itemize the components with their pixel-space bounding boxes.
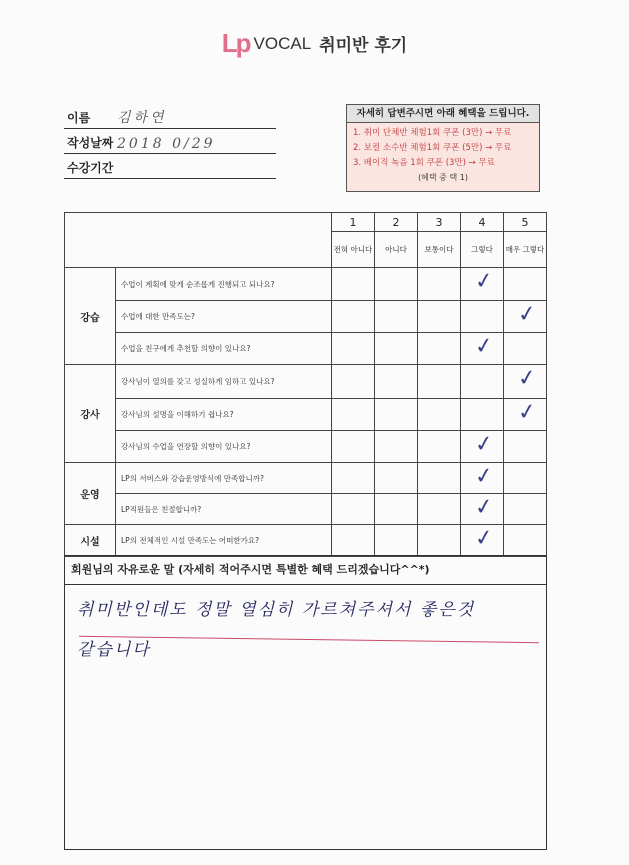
survey-row — [65, 399, 547, 431]
survey-row — [65, 301, 547, 333]
check-mark-icon: ✓ — [516, 300, 539, 329]
answer-cell[interactable] — [332, 463, 375, 494]
benefit-item: 3. 베이직 녹음 1회 쿠폰 (3만) → 무료 — [353, 158, 495, 168]
question-text: LP의 서비스와 강습운영방식에 만족합니까? — [116, 463, 332, 494]
benefit-note: (혜택 중 택 1) — [418, 173, 468, 182]
scale-number: 5 — [504, 213, 547, 232]
question-text: 강사님이 열의를 갖고 성실하게 임하고 있나요? — [116, 365, 332, 399]
comment-line-1: 취미반인데도 정말 열심히 가르쳐주셔서 좋은것 — [77, 600, 476, 620]
answer-cell[interactable] — [418, 301, 461, 333]
check-mark-icon: ✓ — [473, 267, 496, 296]
answer-cell[interactable] — [504, 301, 547, 333]
answer-cell[interactable] — [461, 365, 504, 399]
scale-label: 그렇다 — [461, 232, 504, 268]
answer-cell[interactable] — [375, 399, 418, 431]
category-label: 강습 — [65, 268, 116, 365]
answer-cell[interactable] — [461, 333, 504, 365]
answer-cell[interactable] — [418, 463, 461, 494]
question-text: LP직원들은 친절합니까? — [116, 494, 332, 525]
question-text: 강사님의 수업을 연장할 의향이 있나요? — [116, 431, 332, 463]
answer-cell[interactable] — [375, 301, 418, 333]
category-label: 운영 — [65, 463, 116, 525]
answer-cell[interactable] — [332, 399, 375, 431]
date-field[interactable] — [64, 129, 276, 154]
answer-cell[interactable] — [332, 365, 375, 399]
survey-row — [65, 431, 547, 463]
logo-brand-text: VOCAL — [253, 33, 312, 53]
answer-cell[interactable] — [375, 494, 418, 525]
check-mark-icon: ✓ — [473, 332, 496, 361]
check-mark-icon: ✓ — [473, 462, 496, 491]
answer-cell[interactable] — [375, 365, 418, 399]
scale-number: 1 — [332, 213, 375, 232]
survey-row — [65, 268, 547, 301]
answer-cell[interactable] — [418, 431, 461, 463]
answer-cell[interactable] — [332, 525, 375, 557]
scale-label: 매우 그렇다 — [504, 232, 547, 268]
question-text: 강사님의 설명을 이해하기 쉽나요? — [116, 399, 332, 431]
answer-cell[interactable] — [332, 268, 375, 301]
benefit-box — [346, 104, 540, 192]
benefit-body — [347, 123, 539, 191]
page-header — [0, 28, 629, 59]
category-label: 강사 — [65, 365, 116, 463]
benefit-header: 자세히 답변주시면 아래 혜택을 드립니다. — [347, 105, 539, 123]
answer-cell[interactable] — [418, 333, 461, 365]
answer-cell[interactable] — [418, 268, 461, 301]
answer-cell[interactable] — [375, 268, 418, 301]
period-label: 수강기간 — [67, 161, 114, 175]
survey-row — [65, 463, 547, 494]
name-label: 이름 — [67, 111, 91, 125]
check-mark-icon: ✓ — [516, 398, 539, 427]
comment-box — [64, 555, 547, 850]
question-text: LP의 전체적인 시설 만족도는 어떠한가요? — [116, 525, 332, 557]
period-field[interactable] — [64, 154, 276, 179]
benefit-item: 2. 보컬 소수반 체험1회 쿠폰 (5만) → 무료 — [353, 143, 512, 153]
scale-number: 3 — [418, 213, 461, 232]
category-label: 시설 — [65, 525, 116, 557]
scale-number: 4 — [461, 213, 504, 232]
survey-table — [64, 212, 547, 557]
answer-cell[interactable] — [504, 268, 547, 301]
date-value[interactable]: 2018 0/29 — [117, 136, 216, 152]
comment-text[interactable] — [77, 590, 527, 670]
answer-cell[interactable] — [504, 525, 547, 557]
info-fields — [64, 104, 276, 179]
answer-cell[interactable] — [461, 494, 504, 525]
survey-row — [65, 365, 547, 399]
answer-cell[interactable] — [375, 431, 418, 463]
question-text: 수업이 계획에 맞게 순조롭게 진행되고 되나요? — [116, 268, 332, 301]
answer-cell[interactable] — [332, 301, 375, 333]
check-mark-icon: ✓ — [473, 493, 496, 522]
scale-label: 전혀 아니다 — [332, 232, 375, 268]
answer-cell[interactable] — [332, 494, 375, 525]
comment-line-2: 같습니다 — [77, 640, 151, 660]
answer-cell[interactable] — [332, 333, 375, 365]
answer-cell[interactable] — [461, 525, 504, 557]
check-mark-icon: ✓ — [473, 524, 496, 553]
comment-header: 회원님의 자유로운 말 (자세히 적어주시면 특별한 혜택 드리겠습니다^^*) — [65, 556, 546, 585]
answer-cell[interactable] — [461, 463, 504, 494]
answer-cell[interactable] — [375, 333, 418, 365]
question-text: 수업을 친구에게 추천할 의향이 있나요? — [116, 333, 332, 365]
answer-cell[interactable] — [375, 525, 418, 557]
answer-cell[interactable] — [461, 431, 504, 463]
survey-row — [65, 525, 547, 557]
answer-cell[interactable] — [332, 431, 375, 463]
benefit-item: 1. 취미 단체반 체험1회 쿠폰 (3만) → 무료 — [353, 128, 512, 138]
answer-cell[interactable] — [504, 365, 547, 399]
answer-cell[interactable] — [504, 431, 547, 463]
name-value[interactable]: 김하연 — [117, 110, 167, 126]
scale-label: 보통이다 — [418, 232, 461, 268]
question-text: 수업에 대한 만족도는? — [116, 301, 332, 333]
name-field[interactable] — [64, 104, 276, 129]
table-corner — [65, 213, 332, 268]
date-label: 작성날짜 — [67, 136, 114, 150]
check-mark-icon: ✓ — [516, 364, 539, 393]
answer-cell[interactable] — [375, 463, 418, 494]
period-value[interactable] — [117, 177, 276, 178]
answer-cell[interactable] — [461, 268, 504, 301]
logo-mark: Lp — [221, 28, 250, 58]
answer-cell[interactable] — [461, 399, 504, 431]
page-title: 취미반 후기 — [319, 36, 408, 56]
answer-cell[interactable] — [504, 494, 547, 525]
answer-cell[interactable] — [504, 463, 547, 494]
scale-number: 2 — [375, 213, 418, 232]
answer-cell[interactable] — [418, 525, 461, 557]
answer-cell[interactable] — [418, 494, 461, 525]
answer-cell[interactable] — [461, 301, 504, 333]
survey-row — [65, 333, 547, 365]
answer-cell[interactable] — [418, 399, 461, 431]
check-mark-icon: ✓ — [473, 430, 496, 459]
survey-row — [65, 494, 547, 525]
answer-cell[interactable] — [418, 365, 461, 399]
scale-label: 아니다 — [375, 232, 418, 268]
brand-logo — [222, 28, 407, 59]
answer-cell[interactable] — [504, 399, 547, 431]
answer-cell[interactable] — [504, 333, 547, 365]
